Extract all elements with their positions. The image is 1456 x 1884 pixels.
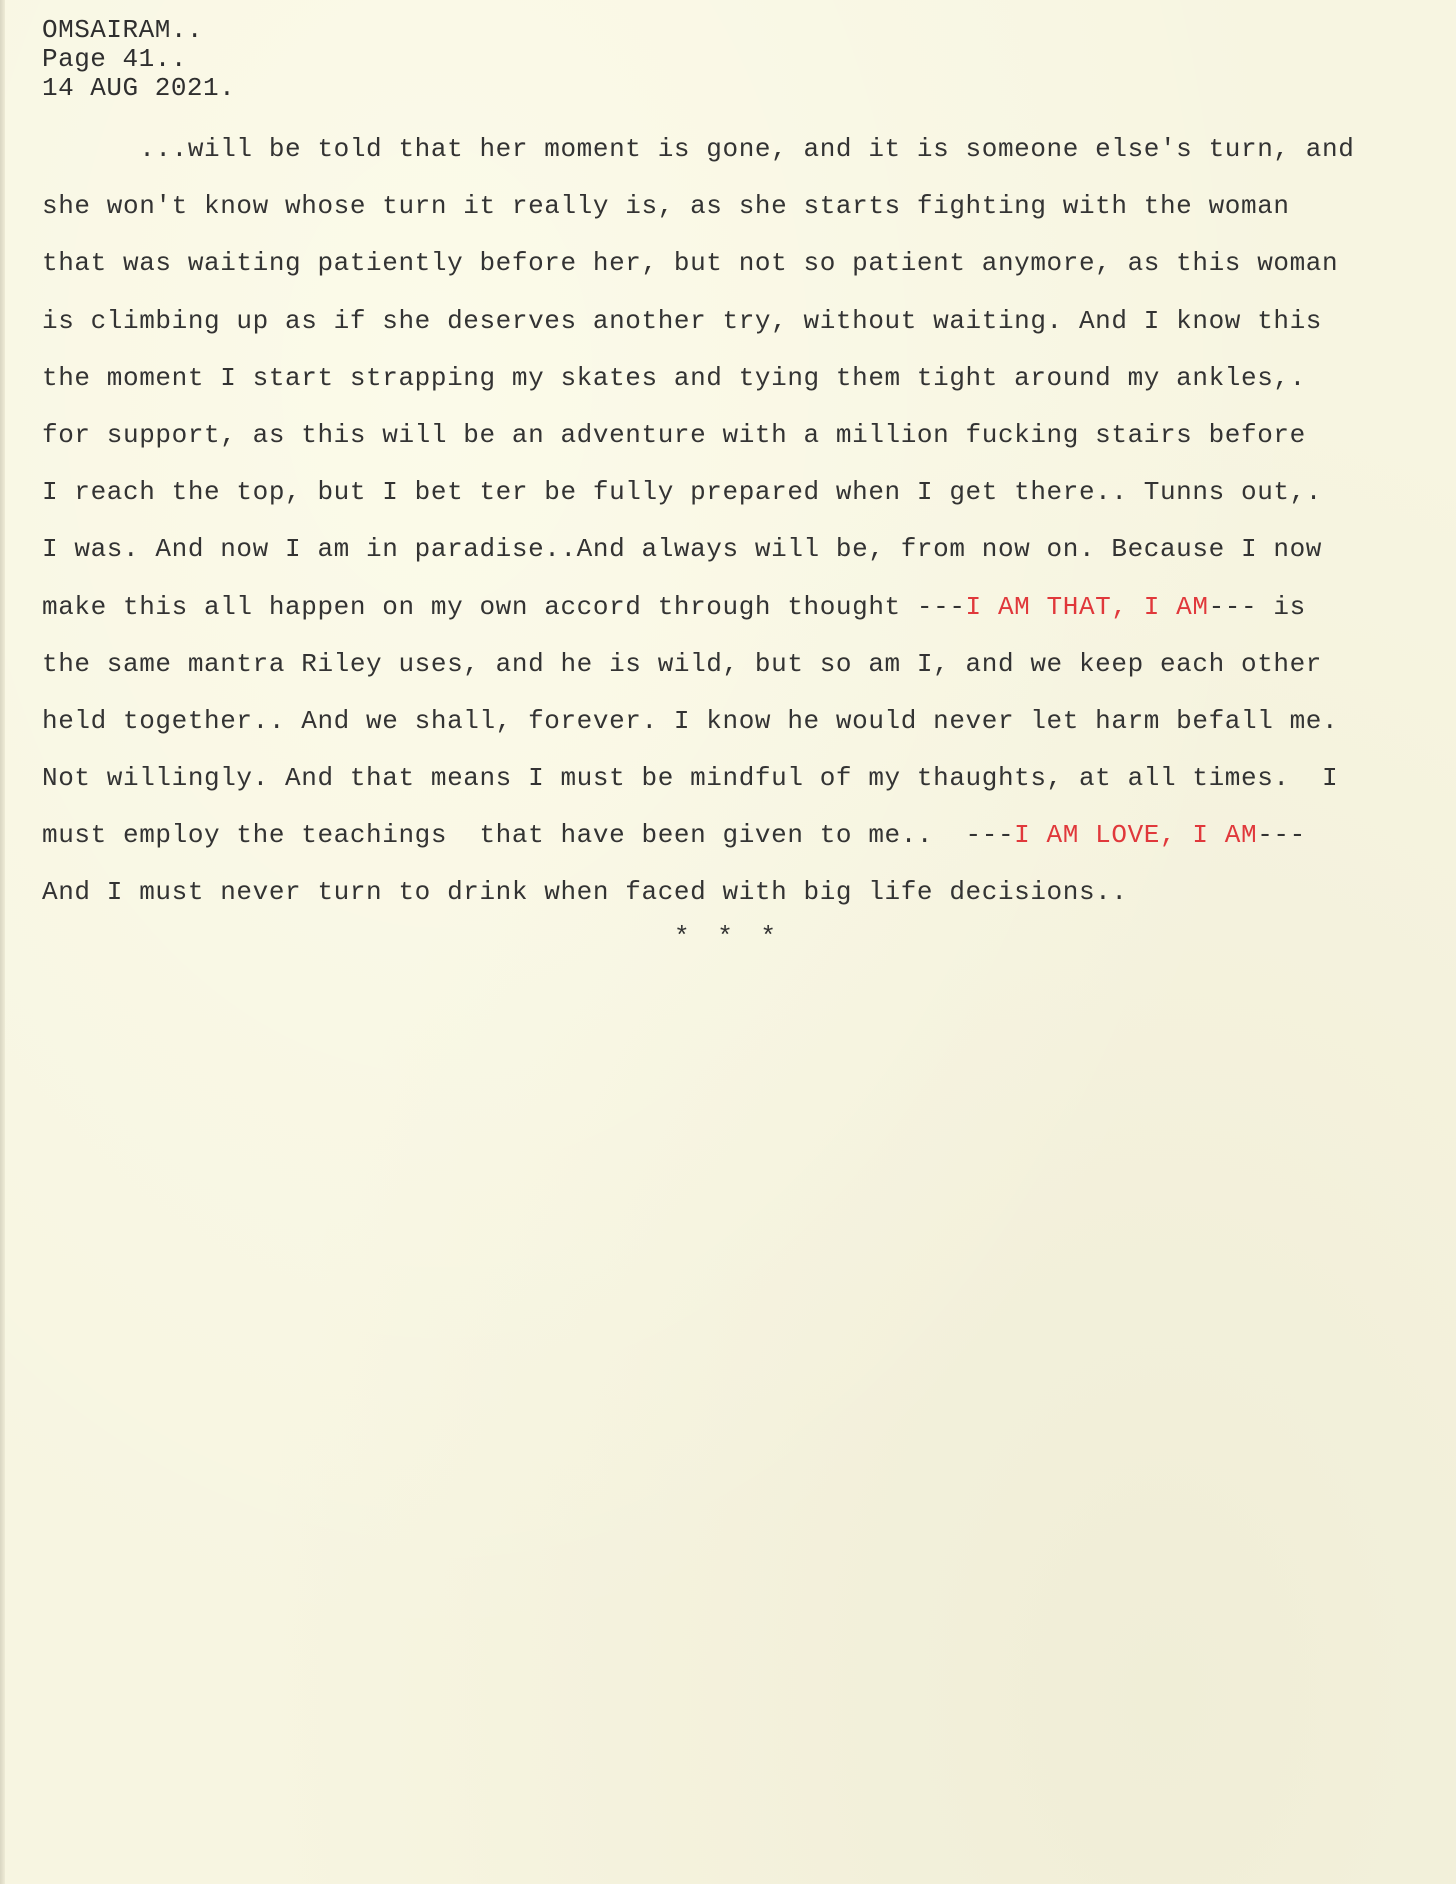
header-page-number: Page 41.. (42, 44, 187, 74)
text-line: is climbing up as if she deserves another try, without waiting. And I know this (42, 305, 1322, 336)
text-line: ...will be told that her moment is gone, and it is someone else's turn, and (42, 134, 1355, 164)
text-line: Not willingly. And that means I must be mindful of my thaughts, at all times. I (42, 763, 1339, 794)
text-line: And I must never turn to drink when faced with big life decisions.. (42, 877, 1128, 908)
text-line-mantra-1 (42, 579, 1422, 636)
text-line: I reach the top, but I bet ter be fully prepared when I get there.. Tunns out,. (42, 477, 1322, 508)
text-segment: make this all happen on my own accord through thought --- (42, 591, 966, 622)
text-segment: --- (1257, 820, 1306, 851)
red-mantra-text: I AM THAT, I AM (965, 591, 1209, 622)
text-line: for support, as this will be an adventure with a million fucking stairs before (42, 419, 1306, 450)
text-line: she won't know whose turn it really is, as she starts fighting with the woman (42, 191, 1290, 222)
text-segment: --- is (1208, 591, 1306, 622)
text-line: the same mantra Riley uses, and he is wild, but so am I, and we keep each other (42, 648, 1322, 679)
red-mantra-text: I AM LOVE, I AM (1014, 820, 1258, 851)
text-line-mantra-2 (42, 807, 1422, 864)
text-line: I was. And now I am in paradise..And always will be, from now on. Because I now (42, 534, 1322, 565)
header-date: 14 AUG 2021. (42, 73, 236, 103)
text-line: held together.. And we shall, forever. I know he would never let harm befall me. (42, 705, 1339, 736)
section-separator: * * * (673, 922, 782, 952)
page-header (42, 16, 235, 103)
header-title: OMSAIRAM.. (42, 15, 204, 45)
text-line: that was waiting patiently before her, but not so patient anymore, as this woman (42, 248, 1339, 279)
body-text (42, 121, 1422, 922)
text-segment: must employ the teachings that have been given to me.. --- (42, 820, 1015, 851)
text-line: the moment I start strapping my skates and tying them tight around my ankles,. (42, 362, 1306, 393)
